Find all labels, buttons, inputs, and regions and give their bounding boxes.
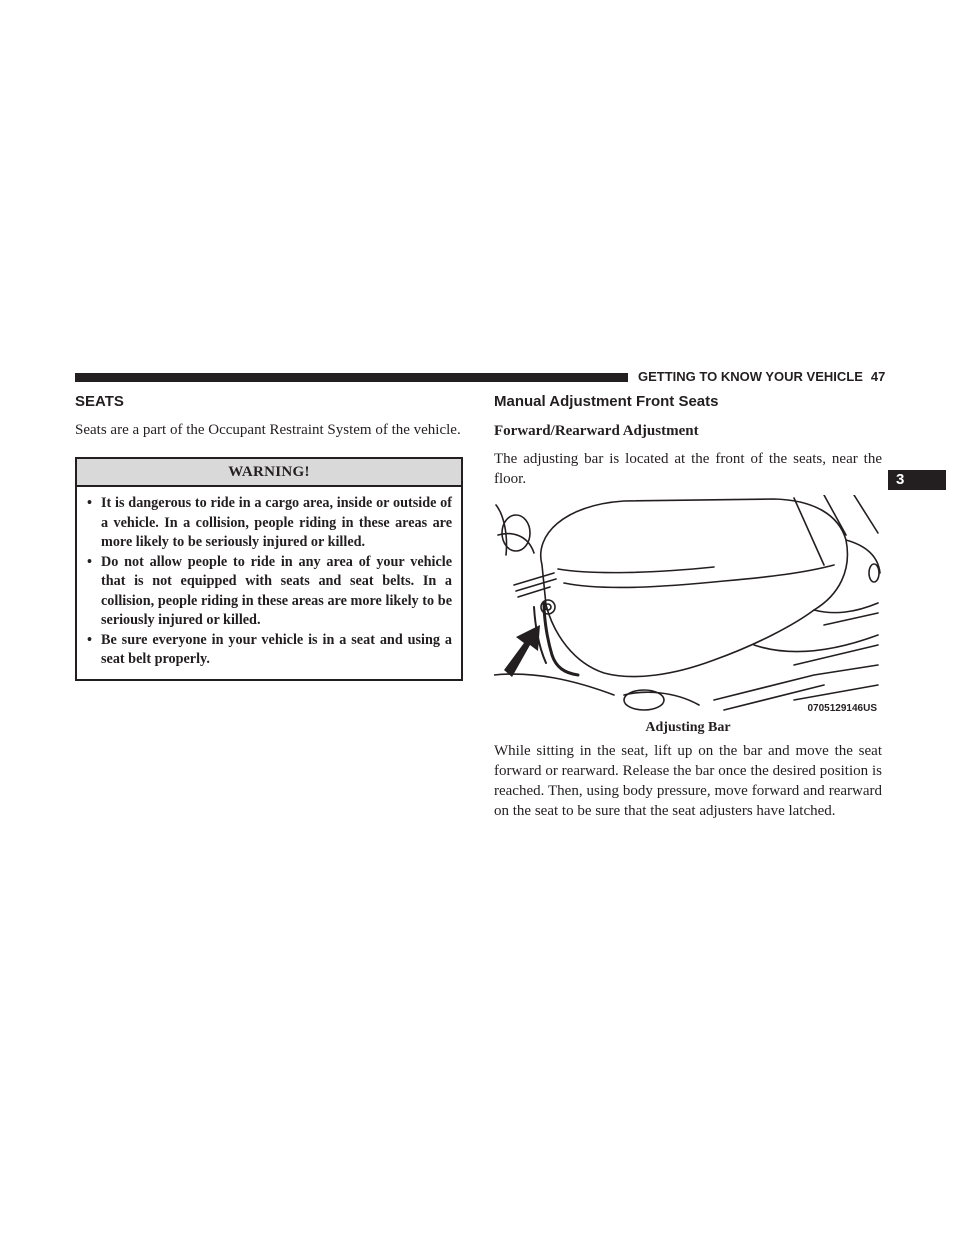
section-title-seats: SEATS	[75, 393, 124, 410]
adjustment-instructions: While sitting in the seat, lift up on the bar and move the seat forward or rearward. Release the bar once the desired position is reached. Then, using body pressure, move forward and rearward on the seat to be sure that the seat adjusters have latched.	[494, 743, 882, 819]
warning-item	[87, 494, 452, 553]
warning-item-text: Be sure everyone in your vehicle is in a seat and using a seat belt properly.	[101, 631, 452, 667]
seat-illustration	[494, 495, 882, 717]
right-column	[494, 392, 882, 821]
page-number: 47	[870, 369, 886, 384]
bullet-icon: •	[87, 631, 92, 648]
header-rule	[75, 373, 628, 382]
figure-id: 0705129146US	[807, 703, 877, 714]
figure-caption: Adjusting Bar	[645, 720, 731, 735]
header-section: GETTING TO KNOW YOUR VEHICLE	[638, 369, 863, 384]
bullet-icon: •	[87, 495, 92, 511]
running-header	[638, 368, 886, 386]
seats-intro: Seats are a part of the Occupant Restraint System of the vehicle.	[75, 422, 461, 438]
chapter-tab[interactable]: 3	[888, 470, 946, 490]
warning-item-text: It is dangerous to ride in a cargo area, inside or outside of a vehicle. In a collision, people riding in these areas are more likely to be seriously injured or killed.	[101, 495, 452, 550]
warning-heading: WARNING!	[77, 459, 461, 487]
warning-item	[87, 553, 452, 631]
warning-list	[77, 487, 461, 679]
bullet-icon: •	[87, 553, 92, 570]
section-title-manual-adjustment: Manual Adjustment Front Seats	[494, 393, 719, 410]
adjusting-bar-location: The adjusting bar is located at the front of the seats, near the floor.	[494, 451, 882, 487]
subsection-title: Forward/Rearward Adjustment	[494, 423, 699, 439]
arrow-icon	[504, 625, 540, 677]
left-column	[75, 392, 463, 681]
warning-item-text: Do not allow people to ride in any area of your vehicle that is not equipped with seats and seat belts. In a collision, people riding in these areas are more likely to be seriously injured or killed.	[101, 553, 452, 628]
adjusting-bar-figure	[494, 495, 882, 717]
warning-item	[87, 631, 452, 670]
warning-box	[75, 457, 463, 681]
